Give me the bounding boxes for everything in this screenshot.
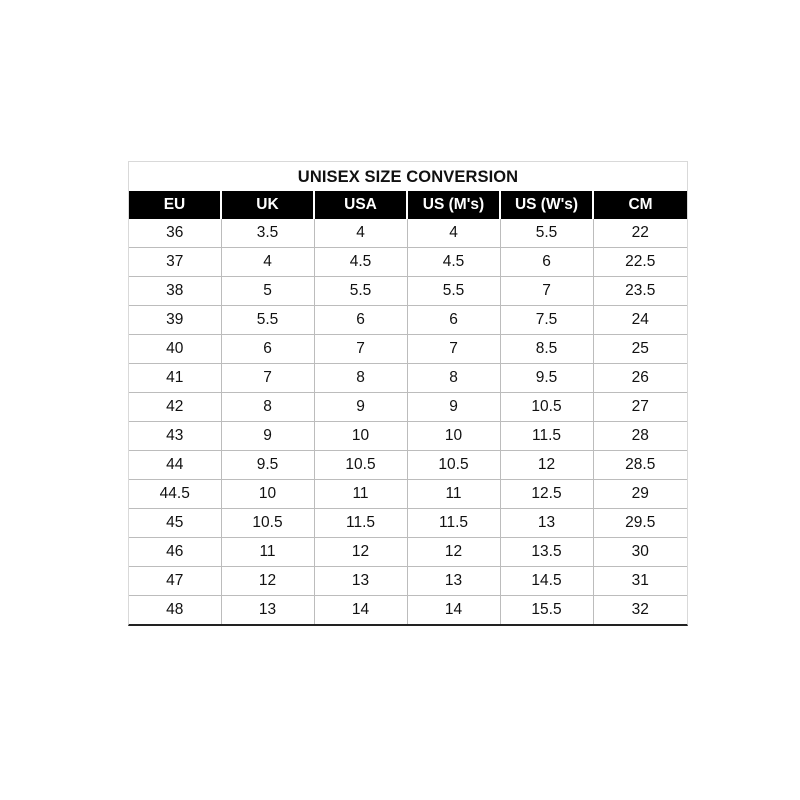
cell-eu: 44.5: [129, 480, 221, 509]
cell-us-mens: 10.5: [407, 451, 500, 480]
chart-title: UNISEX SIZE CONVERSION: [129, 161, 687, 191]
cell-eu: 39: [129, 306, 221, 335]
cell-usa: 11.5: [314, 509, 407, 538]
cell-us-mens: 11.5: [407, 509, 500, 538]
cell-eu: 45: [129, 509, 221, 538]
table-row: [129, 393, 687, 422]
cell-us-womens: 10.5: [500, 393, 593, 422]
cell-cm: 29: [593, 480, 687, 509]
cell-eu: 40: [129, 335, 221, 364]
cell-us-womens: 9.5: [500, 364, 593, 393]
cell-cm: 22.5: [593, 248, 687, 277]
column-header-eu: EU: [129, 191, 221, 219]
cell-uk: 13: [221, 596, 314, 625]
cell-usa: 13: [314, 567, 407, 596]
cell-uk: 8: [221, 393, 314, 422]
cell-cm: 26: [593, 364, 687, 393]
cell-eu: 37: [129, 248, 221, 277]
cell-uk: 12: [221, 567, 314, 596]
table-row: [129, 364, 687, 393]
cell-cm: 28: [593, 422, 687, 451]
cell-usa: 8: [314, 364, 407, 393]
cell-eu: 41: [129, 364, 221, 393]
cell-eu: 36: [166, 224, 184, 241]
cell-usa: 7: [314, 335, 407, 364]
cell-us-womens: 14.5: [500, 567, 593, 596]
table-row: [129, 596, 687, 625]
cell-us-mens: 6: [407, 306, 500, 335]
table-row: [129, 538, 687, 567]
cell-eu: 43: [129, 422, 221, 451]
cell-us-womens: 5.5: [500, 219, 593, 248]
cell-us-mens: 13: [407, 567, 500, 596]
cell-us-womens: 11.5: [500, 422, 593, 451]
cell-usa: 4: [314, 219, 407, 248]
cell-cm: 31: [593, 567, 687, 596]
column-header-uk: UK: [221, 191, 314, 219]
cell-cm: 29.5: [593, 509, 687, 538]
cell-us-womens: 6: [500, 248, 593, 277]
cell-usa: 10.5: [314, 451, 407, 480]
size-table: [129, 191, 687, 624]
cell-us-womens: 12: [500, 451, 593, 480]
cell-cm: 25: [593, 335, 687, 364]
cell-uk: 5: [221, 277, 314, 306]
cell-usa: 9: [314, 393, 407, 422]
cell-us-mens: 4: [407, 219, 500, 248]
table-row: [129, 277, 687, 306]
cell-usa: 14: [314, 596, 407, 625]
cell-usa: 4.5: [314, 248, 407, 277]
table-row: [129, 306, 687, 335]
table-body: [129, 219, 687, 624]
table-row: [129, 567, 687, 596]
cell-us-mens: 11: [407, 480, 500, 509]
cell-cm: 23.5: [593, 277, 687, 306]
cell-uk: 11: [221, 538, 314, 567]
cell-us-mens: 10: [407, 422, 500, 451]
table-row: [129, 422, 687, 451]
cell-eu: 38: [129, 277, 221, 306]
table-row: [129, 248, 687, 277]
column-header-cm: CM: [593, 191, 687, 219]
cell-eu: 44: [129, 451, 221, 480]
cell-eu: 47: [129, 567, 221, 596]
size-conversion-chart: [128, 161, 688, 626]
cell-uk: 4: [221, 248, 314, 277]
cell-cm: 32: [593, 596, 687, 625]
cell-us-womens: 15.5: [500, 596, 593, 625]
cell-us-womens: 13.5: [500, 538, 593, 567]
cell-usa: 12: [314, 538, 407, 567]
column-header-us-mens: US (M's): [407, 191, 500, 219]
cell-uk: 5.5: [221, 306, 314, 335]
cell-us-mens: 7: [407, 335, 500, 364]
table-header: [129, 191, 687, 219]
cell-cm: 22: [593, 219, 687, 248]
table-row: [129, 509, 687, 538]
cell-uk: 10: [221, 480, 314, 509]
cell-usa: 6: [314, 306, 407, 335]
cell-uk: 7: [221, 364, 314, 393]
cell-us-mens: 8: [407, 364, 500, 393]
cell-eu: 42: [129, 393, 221, 422]
cell-eu: 48: [129, 596, 221, 625]
cell-usa: 10: [314, 422, 407, 451]
cell-us-mens: 9: [407, 393, 500, 422]
cell-uk: 6: [221, 335, 314, 364]
column-header-usa: USA: [314, 191, 407, 219]
cell-us-mens: 12: [407, 538, 500, 567]
cell-usa: 5.5: [314, 277, 407, 306]
cell-us-mens: 14: [407, 596, 500, 625]
cell-us-womens: 7: [500, 277, 593, 306]
table-row: [129, 219, 687, 248]
cell-uk: 3.5: [221, 219, 314, 248]
cell-us-mens: 4.5: [407, 248, 500, 277]
table-row: [129, 480, 687, 509]
cell-eu: 46: [129, 538, 221, 567]
cell-uk: 10.5: [221, 509, 314, 538]
cell-cm: 24: [593, 306, 687, 335]
header-row: [129, 191, 687, 219]
table-row: [129, 335, 687, 364]
cell-uk: 9: [221, 422, 314, 451]
cell-cm: 27: [593, 393, 687, 422]
cell-cm: 30: [593, 538, 687, 567]
cell-us-womens: 7.5: [500, 306, 593, 335]
cell-us-womens: 8.5: [500, 335, 593, 364]
cell-us-womens: 12.5: [500, 480, 593, 509]
cell-us-womens: 13: [500, 509, 593, 538]
cell-uk: 9.5: [221, 451, 314, 480]
cell-cm: 28.5: [593, 451, 687, 480]
column-header-us-womens: US (W's): [500, 191, 593, 219]
cell-us-mens: 5.5: [407, 277, 500, 306]
table-row: [129, 451, 687, 480]
cell-usa: 11: [314, 480, 407, 509]
